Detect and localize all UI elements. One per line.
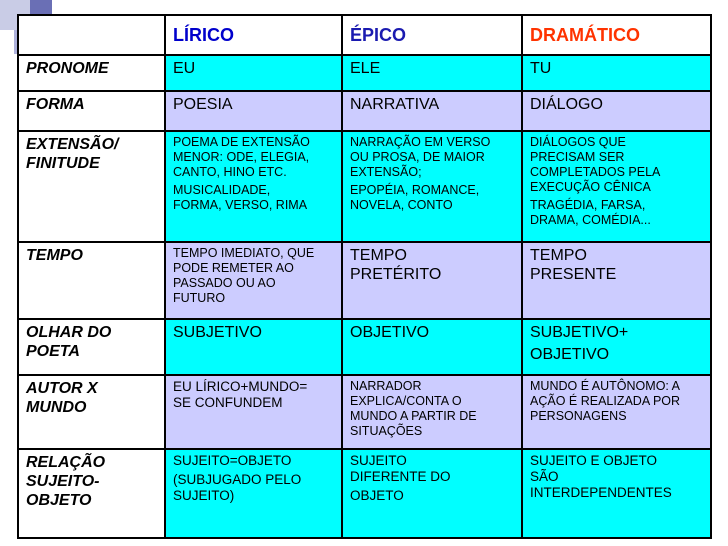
cell-lirico bbox=[165, 449, 342, 538]
cell-dramatico bbox=[522, 242, 711, 319]
cell-text: EPOPÉIA, ROMANCE, NOVELA, CONTO bbox=[350, 183, 480, 212]
table-row bbox=[18, 131, 711, 242]
row-label: EXTENSÃO/ FINITUDE bbox=[18, 131, 165, 242]
table-row bbox=[18, 375, 711, 449]
cell-text: SUBJETIVO+ bbox=[530, 324, 629, 341]
cell-epico bbox=[342, 449, 522, 538]
cell-text: MUNDO É AUTÔNOMO: A AÇÃO É REALIZADA POR PERSONAGENS bbox=[530, 379, 681, 423]
cell-text: NARRAÇÃO EM VERSO OU PROSA, DE MAIOR EXTENSÃO; bbox=[350, 135, 491, 179]
cell-text: TEMPO PRESENTE bbox=[530, 247, 617, 284]
header-lirico: LÍRICO bbox=[165, 15, 342, 55]
cell-lirico bbox=[165, 131, 342, 242]
cell-text: MUSICALIDADE, FORMA, VERSO, RIMA bbox=[173, 183, 308, 212]
row-label: AUTOR X MUNDO bbox=[18, 375, 165, 449]
cell-epico bbox=[342, 242, 522, 319]
cell-text: EU bbox=[173, 60, 196, 77]
cell-text: POEMA DE EXTENSÃO MENOR: ODE, ELEGIA, CANTO, HINO ETC. bbox=[173, 135, 310, 179]
table-row bbox=[18, 242, 711, 319]
row-label: RELAÇÃO SUJEITO- OBJETO bbox=[18, 449, 165, 538]
cell-text: NARRATIVA bbox=[350, 96, 440, 113]
row-label: PRONOME bbox=[18, 55, 165, 91]
cell-text: NARRADOR EXPLICA/CONTA O MUNDO A PARTIR DE SITUAÇÕES bbox=[350, 379, 477, 438]
cell-epico bbox=[342, 131, 522, 242]
header-row bbox=[18, 15, 711, 55]
cell-text: TU bbox=[530, 60, 552, 77]
cell-text: OBJETIVO bbox=[530, 346, 610, 364]
table-row bbox=[18, 55, 711, 91]
cell-text: TEMPO IMEDIATO, QUE PODE REMETER AO PASSADO OU AO FUTURO bbox=[173, 246, 315, 305]
row-label: FORMA bbox=[18, 91, 165, 131]
header-epico: ÉPICO bbox=[342, 15, 522, 55]
cell-dramatico bbox=[522, 449, 711, 538]
cell-text: SUJEITO=OBJETO bbox=[173, 453, 292, 468]
cell-text: (SUBJUGADO PELO SUJEITO) bbox=[173, 472, 302, 504]
cell-lirico bbox=[165, 375, 342, 449]
cell-dramatico bbox=[522, 375, 711, 449]
cell-text: DIÁLOGO bbox=[530, 96, 603, 113]
header-dramatico: DRAMÁTICO bbox=[522, 15, 711, 55]
cell-lirico bbox=[165, 242, 342, 319]
cell-text: TRAGÉDIA, FARSA, DRAMA, COMÉDIA... bbox=[530, 198, 651, 227]
row-label: TEMPO bbox=[18, 242, 165, 319]
cell-text: SUJEITO DIFERENTE DO bbox=[350, 453, 451, 485]
cell-text: ELE bbox=[350, 60, 381, 77]
table-row bbox=[18, 319, 711, 375]
cell-dramatico bbox=[522, 319, 711, 375]
cell-text: OBJETIVO bbox=[350, 324, 430, 341]
cell-lirico bbox=[165, 319, 342, 375]
cell-text: SUJEITO E OBJETO SÃO INTERDEPENDENTES bbox=[530, 453, 672, 501]
cell-text: TEMPO PRETÉRITO bbox=[350, 247, 442, 284]
cell-epico bbox=[342, 375, 522, 449]
cell-dramatico bbox=[522, 55, 711, 91]
table-row bbox=[18, 449, 711, 538]
cell-text: POESIA bbox=[173, 96, 233, 113]
header-blank-cell bbox=[18, 15, 165, 55]
cell-dramatico bbox=[522, 131, 711, 242]
cell-lirico bbox=[165, 91, 342, 131]
cell-dramatico bbox=[522, 91, 711, 131]
cell-text: EU LÍRICO+MUNDO= SE CONFUNDEM bbox=[173, 379, 308, 411]
cell-text: OBJETO bbox=[350, 488, 404, 504]
cell-text: SUBJETIVO bbox=[173, 324, 262, 341]
cell-lirico bbox=[165, 55, 342, 91]
genres-comparison-table bbox=[17, 14, 712, 539]
row-label: OLHAR DO POETA bbox=[18, 319, 165, 375]
cell-epico bbox=[342, 91, 522, 131]
cell-epico bbox=[342, 319, 522, 375]
cell-epico bbox=[342, 55, 522, 91]
cell-text: DIÁLOGOS QUE PRECISAM SER COMPLETADOS PELA EXECUÇÃO CÊNICA bbox=[530, 135, 661, 194]
table-row bbox=[18, 91, 711, 131]
